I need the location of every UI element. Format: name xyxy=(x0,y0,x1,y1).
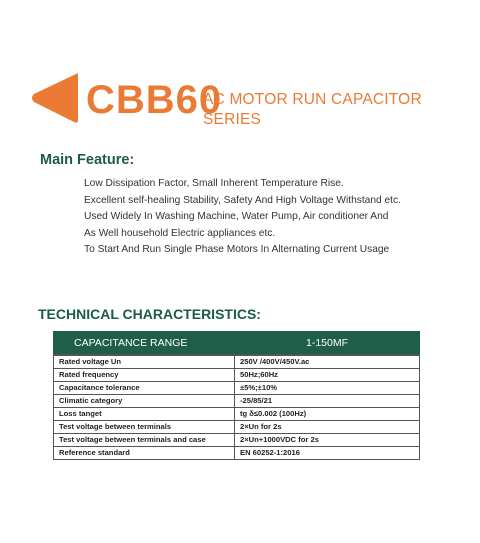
spec-value: -25/85/21 xyxy=(235,395,420,408)
spec-value: EN 60252-1:2016 xyxy=(235,447,420,460)
spec-label: Reference standard xyxy=(54,447,235,460)
spec-value: 2×Un for 2s xyxy=(235,421,420,434)
spec-header-label: CAPACITANCE RANGE xyxy=(54,332,235,356)
table-row xyxy=(54,395,420,408)
spec-label: Loss tanget xyxy=(54,408,235,421)
series-title: AC MOTOR RUN CAPACITOR SERIES xyxy=(203,91,422,128)
feature-item: Low Dissipation Factor, Small Inherent Temperature Rise. xyxy=(84,178,344,189)
table-row xyxy=(54,421,420,434)
table-row xyxy=(54,355,420,369)
table-row xyxy=(54,434,420,447)
spec-table xyxy=(53,331,420,460)
spec-value: ±5%;±10% xyxy=(235,382,420,395)
technical-title: TECHNICAL CHARACTERISTICS: xyxy=(38,306,261,322)
spec-value: 250V /400V/450V.ac xyxy=(235,355,420,369)
feature-item: Excellent self-healing Stability, Safety And High Voltage Withstand etc. xyxy=(84,194,401,206)
spec-label: Capacitance tolerance xyxy=(54,382,235,395)
spec-value: 2×Un+1000VDC for 2s xyxy=(235,434,420,447)
spec-value: tg δ≤0.002 (100Hz) xyxy=(235,408,420,421)
main-feature-list xyxy=(84,176,401,259)
spec-label: Rated frequency xyxy=(54,369,235,382)
feature-item: Used Widely In Washing Machine, Water Pump, Air conditioner And xyxy=(84,211,389,222)
main-feature-title: Main Feature: xyxy=(40,152,135,168)
spec-label: Test voltage between terminals xyxy=(54,421,235,434)
table-row xyxy=(54,369,420,382)
play-triangle-icon xyxy=(28,70,80,126)
feature-item: To Start And Run Single Phase Motors In Alternating Current Usage xyxy=(84,244,390,255)
table-row xyxy=(54,408,420,421)
spec-header-value: 1-150MF xyxy=(235,332,420,356)
table-row xyxy=(54,382,420,395)
spec-header-row xyxy=(54,332,420,356)
spec-label: Test voltage between terminals and case xyxy=(54,434,235,447)
spec-label: Rated voltage Un xyxy=(54,355,235,369)
table-row xyxy=(54,447,420,460)
model-name: CBB60 xyxy=(86,78,223,122)
spec-label: Climatic category xyxy=(54,395,235,408)
feature-item: As Well household Electric appliances etc. xyxy=(84,227,276,239)
spec-value: 50Hz;60Hz xyxy=(235,369,420,382)
